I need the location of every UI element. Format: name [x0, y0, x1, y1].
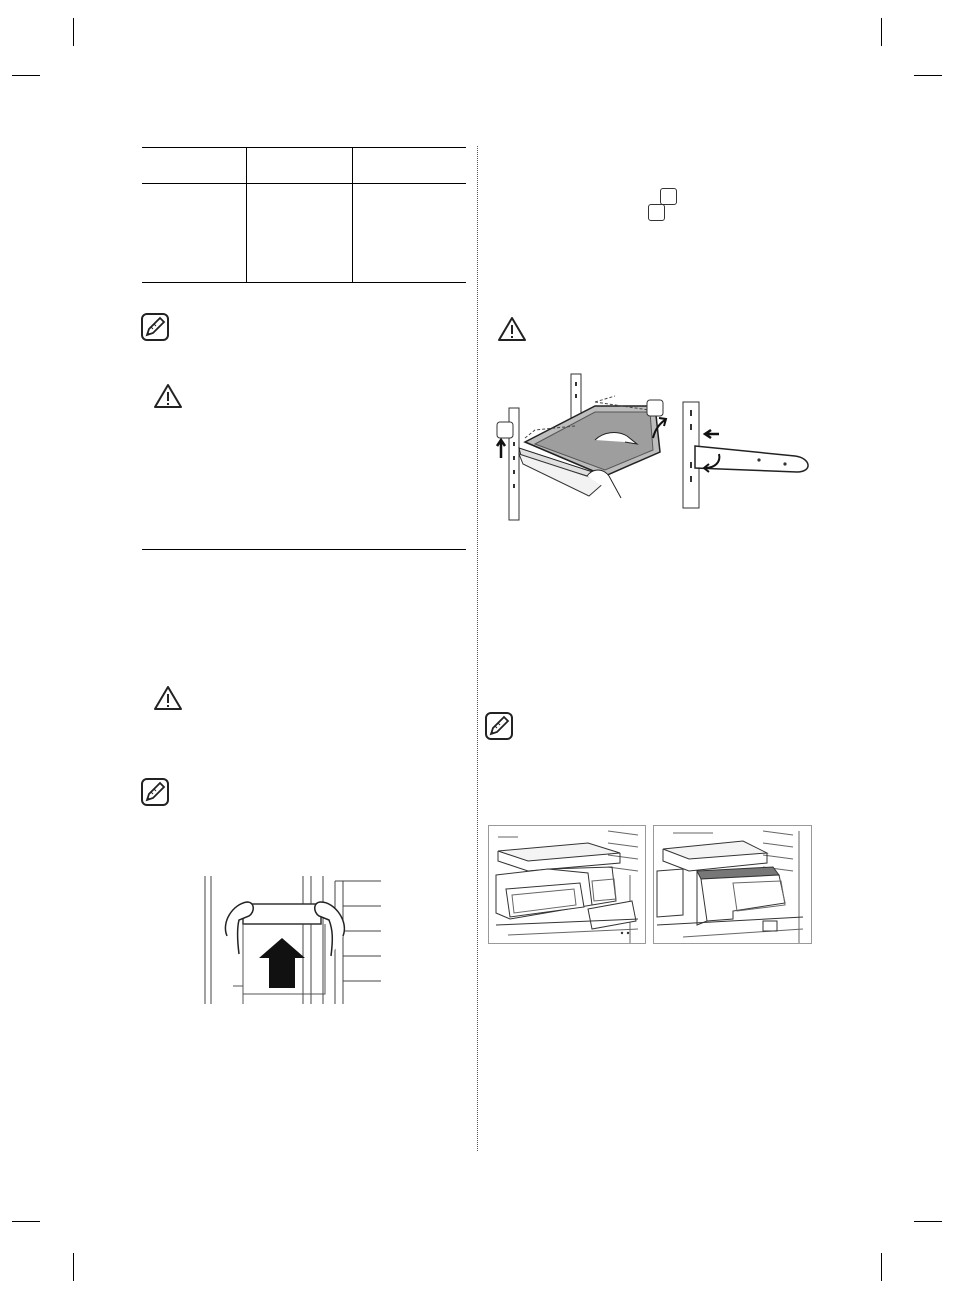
column-divider [477, 146, 478, 1151]
section-divider-rule [142, 549, 466, 550]
drawer-figure-left [488, 825, 646, 944]
crop-mark-bottom-right-h [914, 1221, 942, 1222]
note-pencil-icon [141, 313, 169, 341]
table-col-divider-2 [352, 147, 353, 283]
table-top-rule [142, 147, 466, 148]
crop-mark-bottom-left-h [12, 1221, 40, 1222]
spec-table [142, 147, 466, 283]
table-bottom-rule [142, 282, 466, 283]
note-pencil-icon [141, 778, 169, 806]
crop-mark-top-left-v [73, 18, 74, 46]
caution-triangle-icon [497, 316, 527, 342]
callout-number-1 [660, 188, 677, 205]
note-pencil-icon [485, 712, 513, 740]
drawer-figure-right [653, 825, 812, 944]
door-bin-removal-figure [203, 876, 381, 1004]
crop-mark-top-right-h [914, 75, 942, 76]
crop-mark-bottom-left-v [73, 1253, 74, 1281]
table-col-divider-1 [246, 147, 247, 283]
shelf-removal-figure [495, 372, 815, 528]
table-header-rule [142, 183, 466, 184]
crop-mark-top-left-h [12, 75, 40, 76]
crop-mark-top-right-v [881, 18, 882, 46]
caution-triangle-icon [153, 383, 183, 409]
callout-number-2 [648, 204, 665, 221]
crop-mark-bottom-right-v [881, 1253, 882, 1281]
caution-triangle-icon [153, 685, 183, 711]
